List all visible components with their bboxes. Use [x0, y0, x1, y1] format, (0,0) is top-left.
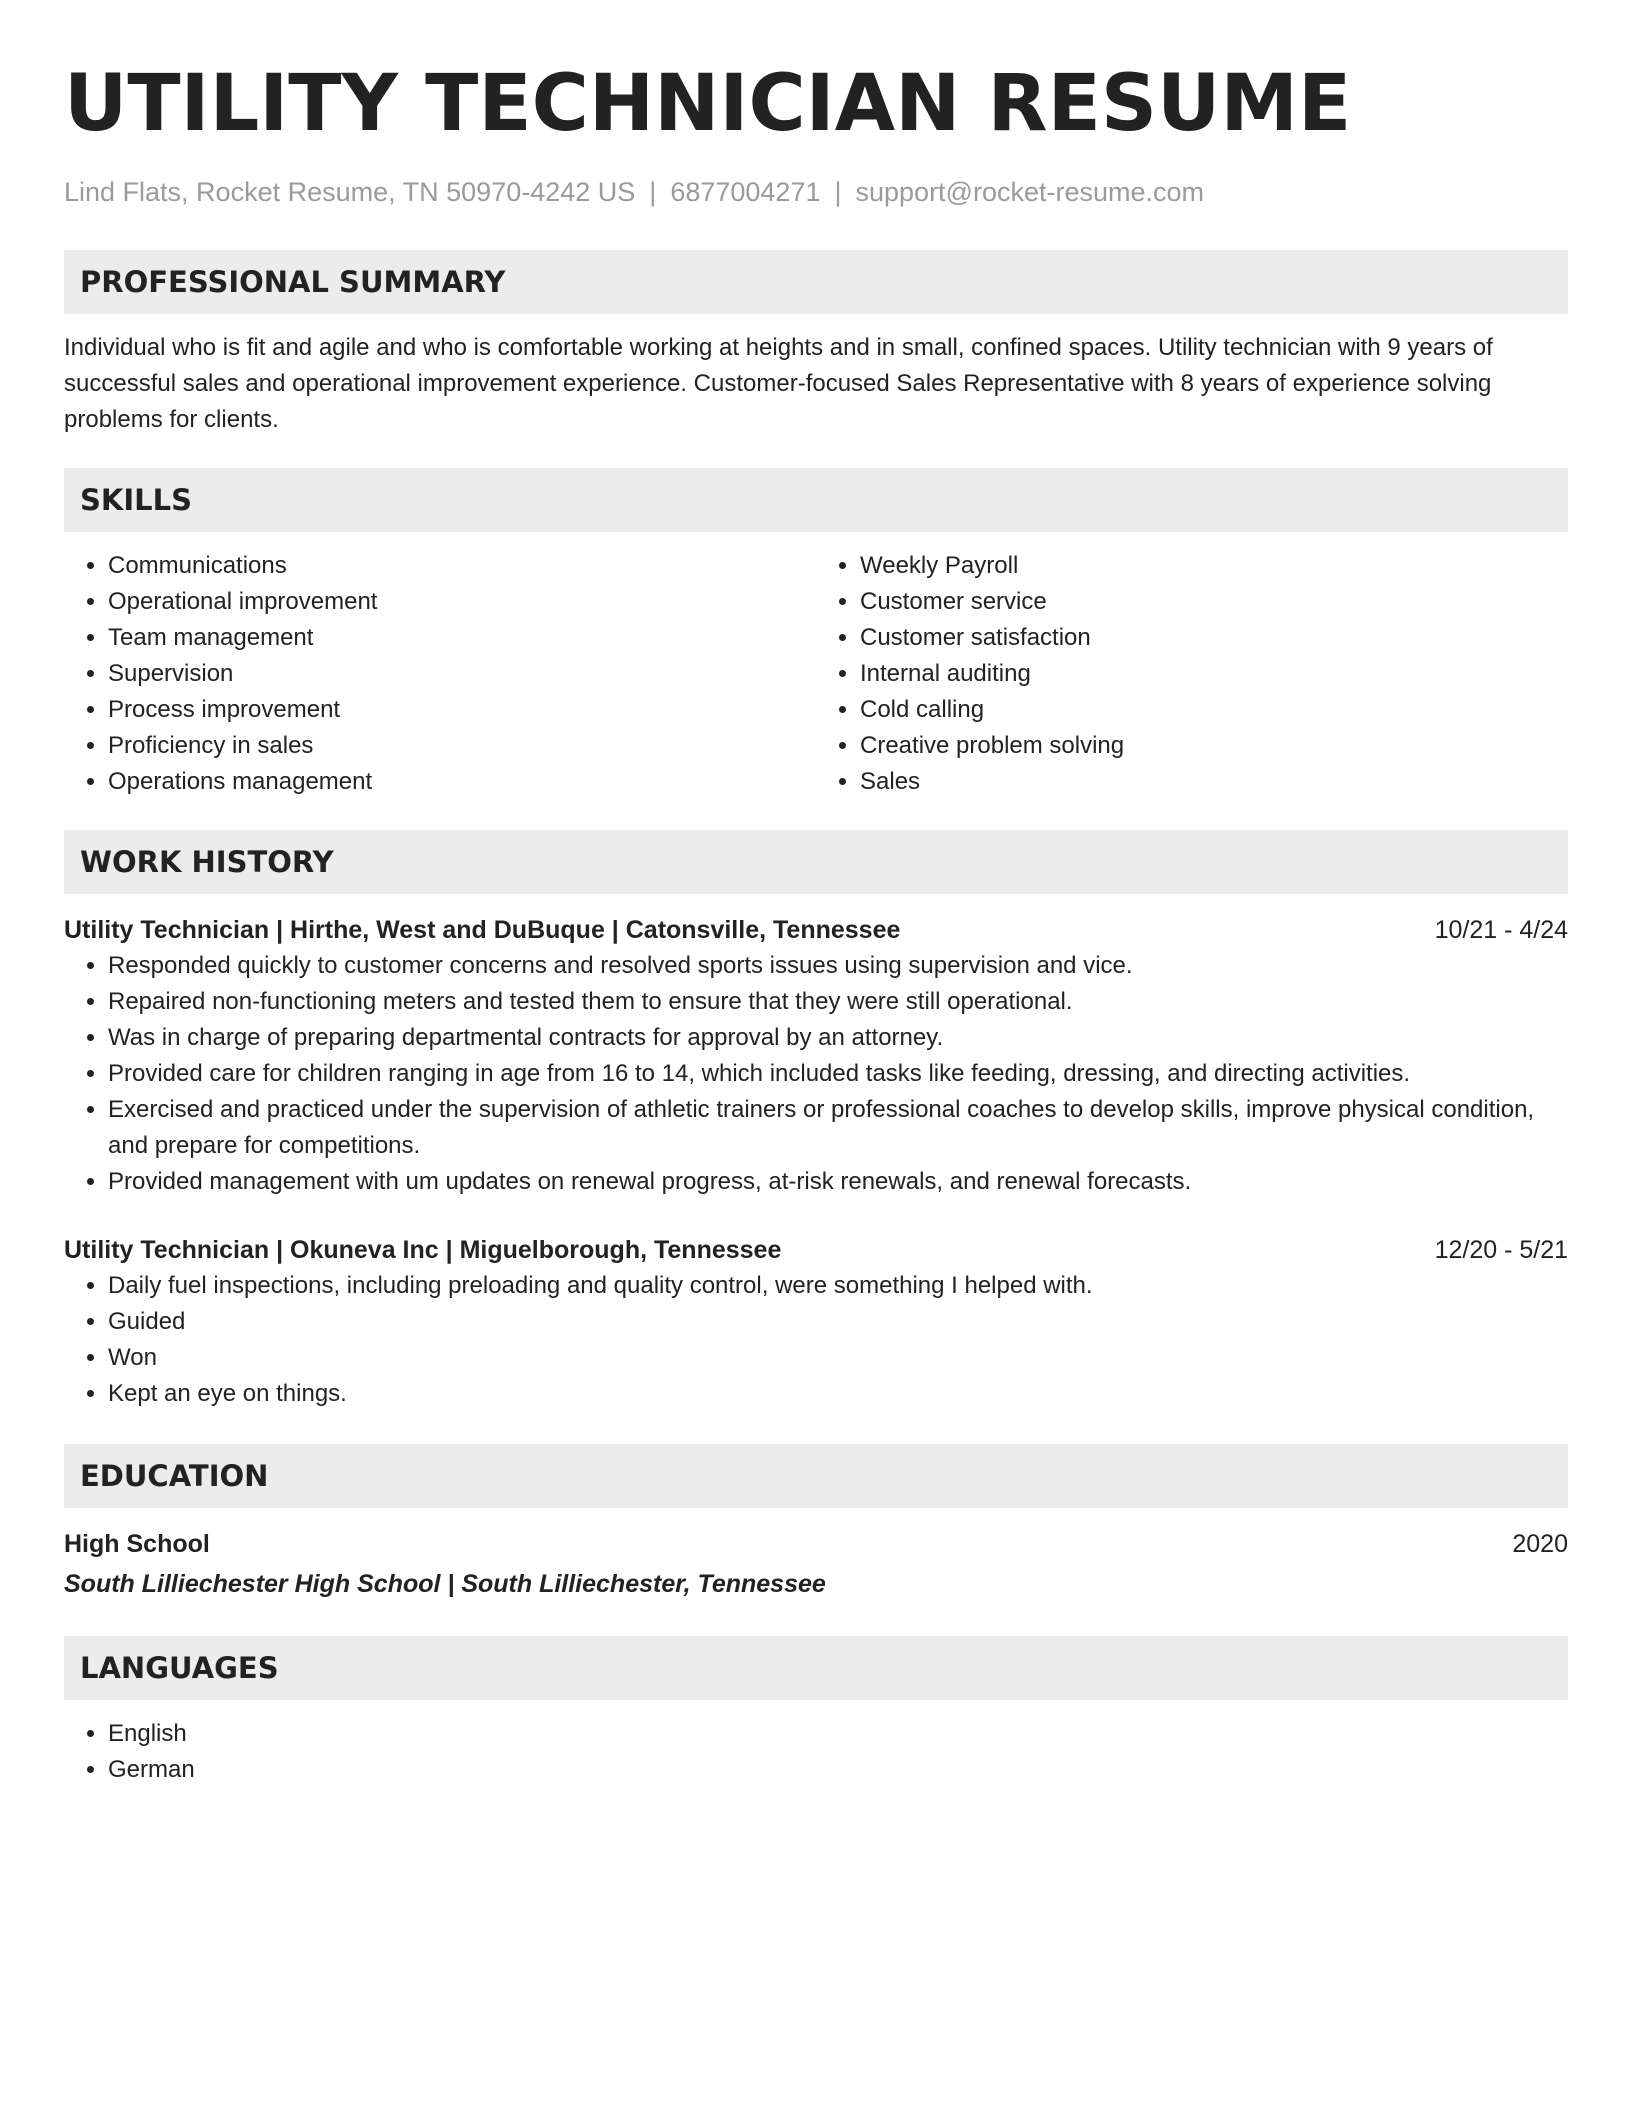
job-bullet: • Provided management with um updates on renewal progress, at-risk renewals, and renewal forecasts.	[108, 1164, 1568, 1200]
education-school: South Lilliechester High School | South Lilliechester, Tennessee	[64, 1570, 826, 1598]
contact-separator: |	[649, 177, 657, 207]
summary-text: Individual who is fit and agile and who is comfortable working at heights and in small, confined spaces. Utility technician with 9 years of successful sales and operational improvement experience. Customer-focused Sales Representative with 8 years of experience solving problems for clients.	[64, 334, 1493, 433]
job-header	[64, 1232, 1568, 1268]
job-bullet: • Exercised and practiced under the supervision of athletic trainers or professional coaches to develop skills, improve physical condition, and prepare for competitions.	[108, 1092, 1568, 1164]
skill-item: • Operations management	[108, 764, 816, 800]
skill-item: • Customer satisfaction	[860, 620, 1568, 656]
job-bullets	[64, 948, 1568, 1200]
contact-email: support@rocket-resume.com	[855, 177, 1205, 207]
skills-grid	[64, 548, 1568, 800]
skill-item: • Customer service	[860, 584, 1568, 620]
section-header-languages: LANGUAGES	[64, 1636, 1568, 1700]
job-title: Utility Technician | Okuneva Inc | Miguelborough, Tennessee	[64, 1236, 782, 1264]
job-header	[64, 912, 1568, 948]
section-header-education: EDUCATION	[64, 1444, 1568, 1508]
job-bullet: • Repaired non-functioning meters and tested them to ensure that they were still operational.	[108, 984, 1568, 1020]
job-dates: 12/20 - 5/21	[1434, 1236, 1568, 1264]
job-dates: 10/21 - 4/24	[1434, 916, 1568, 944]
section-header-work-history: WORK HISTORY	[64, 830, 1568, 894]
skill-item: • Weekly Payroll	[860, 548, 1568, 584]
section-header-summary: PROFESSIONAL SUMMARY	[64, 250, 1568, 314]
skill-item: • Creative problem solving	[860, 728, 1568, 764]
skill-item: • Communications	[108, 548, 816, 584]
education-year: 2020	[1512, 1530, 1568, 1558]
job-title: Utility Technician | Hirthe, West and DuBuque | Catonsville, Tennessee	[64, 916, 901, 944]
job-bullet: • Guided	[108, 1304, 1568, 1340]
skills-column-right	[816, 548, 1568, 800]
contact-line	[64, 174, 1568, 210]
skills-column-left	[64, 548, 816, 800]
language-item: • English	[108, 1716, 1568, 1752]
skill-item: • Process improvement	[108, 692, 816, 728]
resume-title: UTILITY TECHNICIAN RESUME	[64, 59, 1352, 149]
skill-item: • Operational improvement	[108, 584, 816, 620]
language-item: • German	[108, 1752, 1568, 1788]
contact-separator: |	[834, 177, 842, 207]
job-bullets	[64, 1268, 1568, 1412]
job-bullet: • Kept an eye on things.	[108, 1376, 1568, 1412]
job-bullet: • Daily fuel inspections, including preloading and quality control, were something I helped with.	[108, 1268, 1568, 1304]
education-header	[64, 1526, 1568, 1562]
job-bullet: • Provided care for children ranging in age from 16 to 14, which included tasks like feeding, dressing, and directing activities.	[108, 1056, 1568, 1092]
job-bullet: • Won	[108, 1340, 1568, 1376]
skill-item: • Team management	[108, 620, 816, 656]
skill-item: • Supervision	[108, 656, 816, 692]
skill-item: • Sales	[860, 764, 1568, 800]
job-bullet: • Responded quickly to customer concerns and resolved sports issues using supervision and vice.	[108, 948, 1568, 984]
education-degree: High School	[64, 1530, 210, 1558]
skill-item: • Proficiency in sales	[108, 728, 816, 764]
skills-list-left	[64, 548, 816, 800]
contact-address: Lind Flats, Rocket Resume, TN 50970-4242 US	[64, 177, 636, 207]
skill-item: • Cold calling	[860, 692, 1568, 728]
section-header-skills: SKILLS	[64, 468, 1568, 532]
skills-list-right	[816, 548, 1568, 800]
languages-list	[64, 1716, 1568, 1788]
skill-item: • Internal auditing	[860, 656, 1568, 692]
contact-phone: 6877004271	[670, 177, 821, 207]
job-bullet: • Was in charge of preparing departmental contracts for approval by an attorney.	[108, 1020, 1568, 1056]
